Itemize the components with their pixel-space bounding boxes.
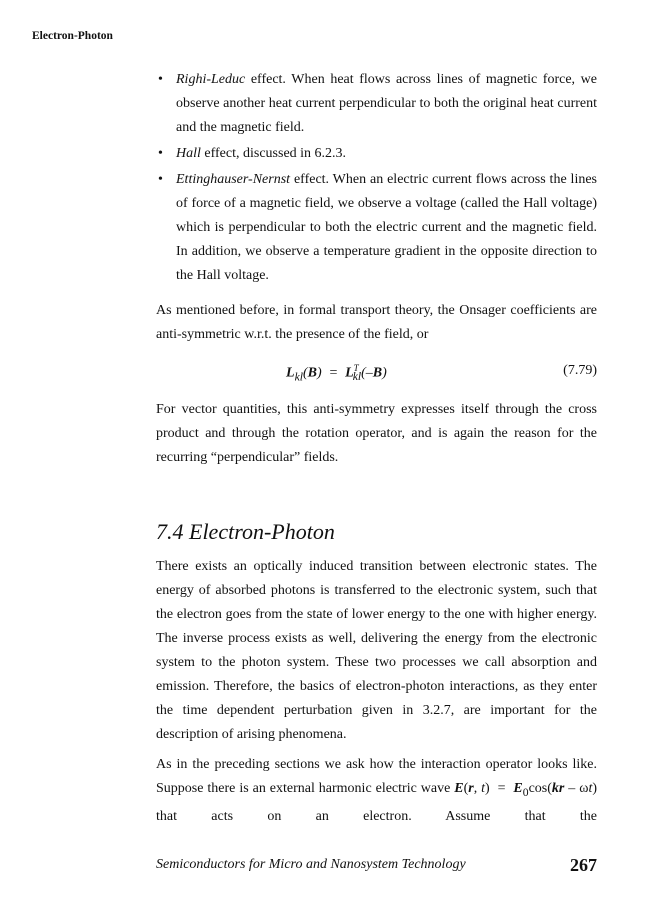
- transition-paragraph: There exists an optically induced transition between electronic states. The energy of absorbed photons is transferred to the electronic system, such that the electron goes from the state of lower energy to the one with higher energy. The inverse process exists as well, delivering the energy from the electronic system to the photon system. These two processes we call absorption and emission. Therefore, the basics of electron-photon interactions, as they enter the time dependent perturbation given in 3.2.7, are important for the description of arising phenomena.: [156, 559, 597, 742]
- onsager-equation: $L_{kl}(B) = L^T_{kl}(-B)$: [286, 363, 387, 384]
- bullet-icon: •: [158, 72, 163, 87]
- equation-7-79: [156, 363, 597, 387]
- paragraph-text: As in the preceding sections we ask how the interaction operator looks like. Suppose there is an external harmonic electric wave: [156, 757, 597, 796]
- preceding-paragraph: [156, 753, 597, 829]
- book-title: Semiconductors for Micro and Nanosystem Technology: [156, 857, 466, 872]
- effect-description: effect. When heat flows across lines of magnetic force, we observe another heat current perpendicular to both the original heat current and the magnetic field.: [176, 72, 597, 135]
- vector-paragraph: For vector quantities, this anti-symmetry expresses itself through the cross product and through the rotation operator, and is again the reason for the recurring “perpendicular” fields.: [156, 402, 597, 465]
- section-heading: [156, 519, 335, 545]
- page-footer: [156, 855, 597, 877]
- bullet-icon: •: [158, 146, 163, 161]
- onsager-paragraph: As mentioned before, in formal transport theory, the Onsager coefficients are anti-symmetric w.r.t. the presence of the field, or: [156, 303, 597, 342]
- running-header: Electron-Photon: [32, 30, 113, 42]
- effect-term: Righi-Leduc: [176, 72, 246, 87]
- paragraph-text: that acts on an electron. Assume that the: [156, 808, 597, 824]
- list-item: [156, 142, 597, 166]
- list-item: [156, 68, 597, 140]
- list-item: [156, 168, 597, 288]
- page-number: 267: [570, 855, 597, 875]
- effect-description: effect, discussed in 6.2.3.: [200, 146, 347, 161]
- effect-description: effect. When an electric current flows across the lines of force of a magnetic field, we observe a voltage (called the Hall voltage) which is perpendicular to both the electric current and the magnetic field. In addition, we observe a temperature gradient in the opposite direction to the Hall voltage.: [176, 172, 597, 283]
- section-number: 7.4: [156, 519, 184, 544]
- bullet-icon: •: [158, 172, 163, 187]
- wave-equation: E(r, $t) = E_0\cos(kr - \omega t)$: [454, 781, 598, 799]
- section-title: Electron-Photon: [189, 519, 335, 544]
- effects-list: [156, 68, 597, 290]
- effect-term: Hall: [176, 146, 201, 161]
- equation-number: (7.79): [563, 363, 597, 378]
- effect-term: Ettinghauser-Nernst: [176, 172, 291, 187]
